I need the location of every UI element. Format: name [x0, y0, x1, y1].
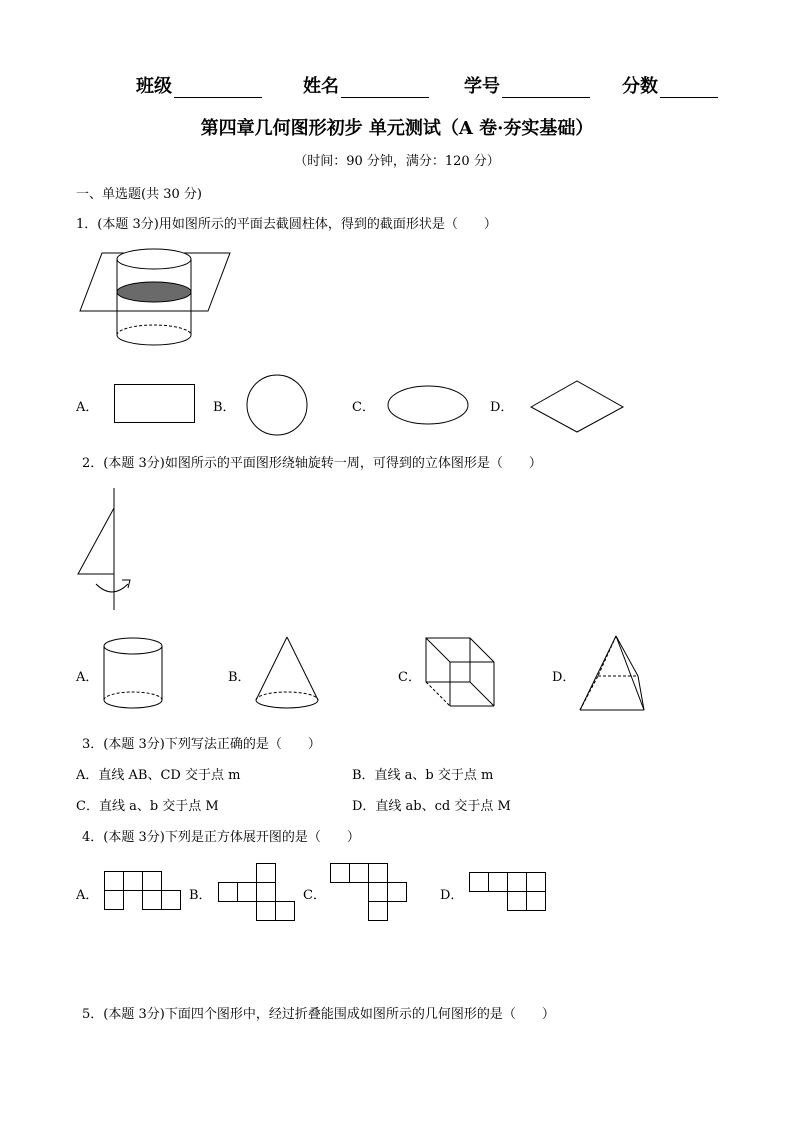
- q2-option-b-label: B．: [228, 670, 251, 685]
- q2-option-a-cylinder: [102, 636, 164, 712]
- q3-option-b: B．直线 a、b 交于点 m: [352, 768, 494, 783]
- score-blank: [660, 79, 718, 98]
- question-1-text: 1．(本题 3分)用如图所示的平面去截圆柱体，得到的截面形状是（ ）: [76, 217, 497, 232]
- q1-option-b-label: B．: [213, 400, 236, 415]
- id-field: [464, 72, 590, 98]
- q4-option-d-net: [469, 872, 549, 914]
- q2-option-a-label: A．: [76, 670, 99, 685]
- question-3-text: 3．(本题 3分)下列写法正确的是（ ）: [82, 737, 321, 752]
- id-blank: [502, 79, 590, 98]
- q4-option-a-label: A．: [76, 888, 99, 903]
- q4-option-a-net: [104, 871, 184, 913]
- score-label: 分数: [622, 76, 658, 97]
- q2-option-c-label: C．: [398, 670, 421, 685]
- name-label: 姓名: [303, 76, 339, 97]
- question-4-text: 4．(本题 3分)下列是正方体展开图的是（ ）: [82, 830, 360, 845]
- q1-option-a-label: A．: [76, 400, 99, 415]
- section-heading: 一、单选题(共 30 分): [76, 187, 202, 202]
- q4-option-c-net: [330, 863, 410, 923]
- q4-option-d-label: D．: [440, 888, 464, 903]
- q1-option-c-label: C．: [352, 400, 375, 415]
- q1-option-a-rectangle: [114, 384, 196, 424]
- class-blank: [174, 79, 262, 98]
- q1-option-c-ellipse: [387, 385, 471, 425]
- q1-option-d-rhombus: [530, 380, 626, 434]
- page-title: 第四章几何图形初步 单元测试（A 卷·夯实基础）: [200, 118, 594, 139]
- q3-option-c: C．直线 a、b 交于点 M: [76, 799, 219, 814]
- q2-option-b-cone: [254, 636, 320, 712]
- class-field: [136, 72, 262, 98]
- q3-option-d: D．直线 ab、cd 交于点 M: [352, 799, 511, 814]
- name-blank: [341, 79, 429, 98]
- question-5-text: 5．(本题 3分)下面四个图形中，经过折叠能围成如图所示的几何图形的是（ ）: [82, 1007, 555, 1022]
- q2-option-d-label: D．: [552, 670, 576, 685]
- score-field: [622, 72, 718, 98]
- q4-option-b-net: [218, 863, 298, 923]
- id-label: 学号: [464, 76, 500, 97]
- q4-option-b-label: B．: [189, 888, 212, 903]
- class-label: 班级: [136, 76, 172, 97]
- q3-option-a: A．直线 AB、CD 交于点 m: [76, 768, 241, 783]
- q1-option-b-circle: [246, 374, 308, 436]
- q1-cylinder-figure: [80, 245, 240, 355]
- q2-option-c-cube: [424, 636, 498, 710]
- q2-option-d-pyramid: [578, 634, 650, 714]
- name-field: [303, 72, 429, 98]
- q2-rotation-figure: [76, 488, 136, 612]
- q4-option-c-label: C．: [303, 888, 326, 903]
- page-subtitle: （时间：90 分钟，满分：120 分）: [294, 154, 500, 169]
- question-2-text: 2．(本题 3分)如图所示的平面图形绕轴旋转一周，可得到的立体图形是（ ）: [82, 456, 542, 471]
- q1-option-d-label: D．: [490, 400, 514, 415]
